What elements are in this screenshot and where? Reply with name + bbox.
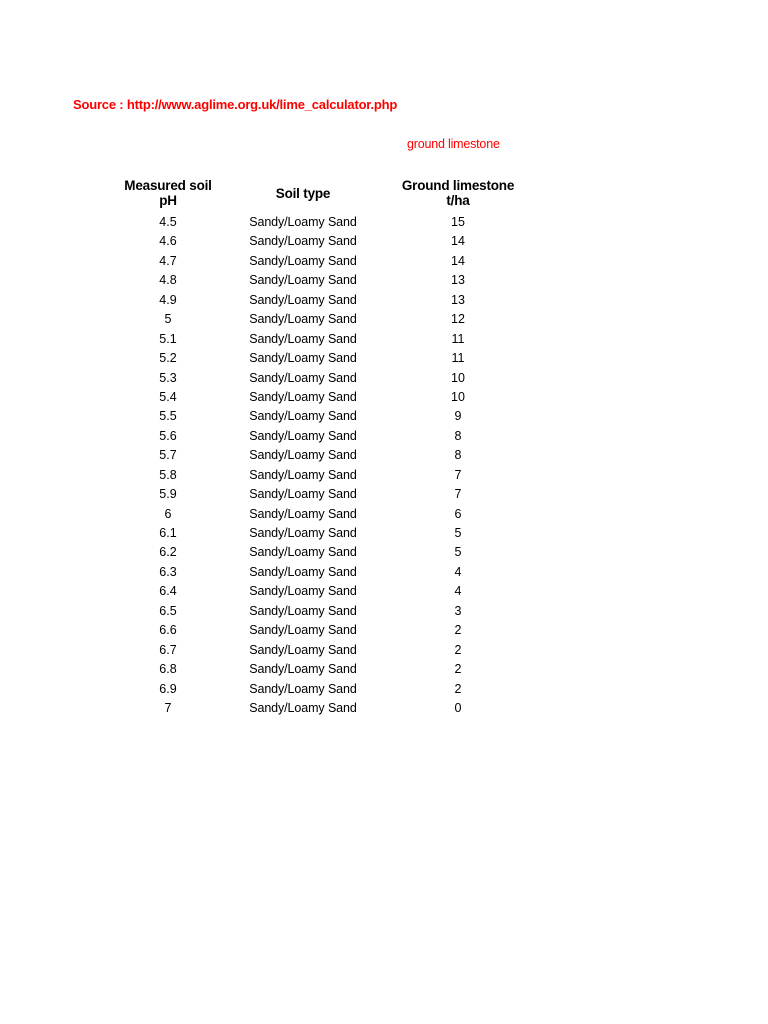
cell-ground-limestone: 13	[451, 292, 465, 307]
cell-ground-limestone: 10	[451, 370, 465, 385]
cell-ph: 5.1	[159, 331, 177, 346]
table-subtitle: ground limestone	[407, 137, 500, 151]
cell-ph: 5.9	[159, 487, 177, 502]
cell-ground-limestone: 4	[454, 584, 462, 599]
table-row	[0, 232, 768, 251]
cell-soil-type: Sandy/Loamy Sand	[249, 312, 357, 327]
table-row	[0, 349, 768, 368]
table-row	[0, 524, 768, 543]
table-row	[0, 680, 768, 699]
cell-ground-limestone: 6	[454, 506, 462, 521]
table-row	[0, 369, 768, 388]
header-soil-type: Soil type	[275, 186, 331, 201]
cell-ground-limestone: 8	[454, 428, 462, 443]
table-row	[0, 505, 768, 524]
table-row	[0, 330, 768, 349]
table-row	[0, 291, 768, 310]
table-row	[0, 213, 768, 232]
table-row	[0, 543, 768, 562]
cell-ph: 4.5	[159, 215, 177, 229]
header-ground-limestone	[388, 178, 528, 208]
cell-ground-limestone: 13	[451, 273, 465, 288]
cell-soil-type: Sandy/Loamy Sand	[249, 526, 357, 540]
cell-soil-type: Sandy/Loamy Sand	[249, 545, 357, 560]
cell-ground-limestone: 10	[451, 389, 465, 404]
cell-soil-type: Sandy/Loamy Sand	[249, 292, 357, 307]
cell-ph: 6.8	[159, 662, 177, 677]
cell-ground-limestone: 8	[454, 448, 462, 463]
table-row	[0, 252, 768, 271]
header-ph-line2: pH	[159, 193, 177, 208]
cell-ph: 7	[164, 700, 172, 715]
cell-ph: 4.6	[159, 234, 177, 249]
cell-ph: 5.6	[159, 428, 177, 443]
cell-ph: 6.7	[159, 642, 177, 657]
cell-ground-limestone: 15	[451, 215, 465, 229]
source-citation: Source : http://www.aglime.org.uk/lime_calculator.php	[73, 97, 398, 112]
cell-ground-limestone: 3	[454, 603, 462, 618]
table-row	[0, 641, 768, 660]
cell-ph: 4.9	[159, 292, 177, 307]
cell-soil-type: Sandy/Loamy Sand	[249, 623, 357, 638]
cell-soil-type: Sandy/Loamy Sand	[249, 331, 357, 346]
table-row	[0, 699, 768, 718]
cell-ground-limestone: 2	[454, 662, 462, 677]
cell-ground-limestone: 9	[454, 409, 462, 424]
cell-soil-type: Sandy/Loamy Sand	[249, 467, 357, 482]
cell-ph: 6.5	[159, 603, 177, 618]
cell-soil-type: Sandy/Loamy Sand	[249, 603, 357, 618]
cell-ph: 4.7	[159, 253, 177, 268]
cell-soil-type: Sandy/Loamy Sand	[249, 642, 357, 657]
table-row	[0, 388, 768, 407]
cell-ph: 5	[164, 312, 172, 327]
cell-ground-limestone: 4	[454, 564, 462, 579]
header-lime-line2: t/ha	[446, 193, 470, 208]
cell-soil-type: Sandy/Loamy Sand	[249, 351, 357, 366]
cell-soil-type: Sandy/Loamy Sand	[249, 253, 357, 268]
table-row	[0, 427, 768, 446]
table-row	[0, 271, 768, 290]
cell-ph: 5.3	[159, 370, 177, 385]
cell-ground-limestone: 14	[451, 234, 465, 249]
cell-soil-type: Sandy/Loamy Sand	[249, 370, 357, 385]
cell-ground-limestone: 7	[454, 467, 462, 482]
cell-soil-type: Sandy/Loamy Sand	[249, 681, 357, 696]
table-row	[0, 563, 768, 582]
cell-ph: 5.5	[159, 409, 177, 424]
cell-ground-limestone: 2	[454, 642, 462, 657]
cell-ph: 6.2	[159, 545, 177, 560]
cell-soil-type: Sandy/Loamy Sand	[249, 662, 357, 677]
cell-soil-type: Sandy/Loamy Sand	[249, 428, 357, 443]
cell-ground-limestone: 0	[454, 700, 462, 715]
cell-soil-type: Sandy/Loamy Sand	[249, 584, 357, 599]
cell-ph: 6.6	[159, 623, 177, 638]
cell-soil-type: Sandy/Loamy Sand	[249, 215, 357, 229]
cell-ground-limestone: 5	[454, 545, 462, 560]
table-row	[0, 310, 768, 329]
lime-table-body	[0, 213, 768, 718]
header-measured-soil-ph	[108, 178, 228, 208]
cell-ground-limestone: 11	[451, 351, 465, 366]
table-row	[0, 582, 768, 601]
cell-ground-limestone: 5	[454, 526, 462, 540]
cell-soil-type: Sandy/Loamy Sand	[249, 564, 357, 579]
table-row	[0, 602, 768, 621]
cell-ph: 6.9	[159, 681, 177, 696]
table-row	[0, 485, 768, 504]
cell-soil-type: Sandy/Loamy Sand	[249, 448, 357, 463]
cell-ph: 6.4	[159, 584, 177, 599]
cell-soil-type: Sandy/Loamy Sand	[249, 700, 357, 715]
cell-soil-type: Sandy/Loamy Sand	[249, 487, 357, 502]
header-ph-line1: Measured soil	[124, 178, 212, 193]
cell-ground-limestone: 7	[454, 487, 462, 502]
table-row	[0, 621, 768, 640]
cell-ph: 6.3	[159, 564, 177, 579]
header-lime-line1: Ground limestone	[401, 178, 515, 193]
cell-ph: 6.1	[159, 526, 177, 540]
cell-soil-type: Sandy/Loamy Sand	[249, 273, 357, 288]
cell-ph: 5.4	[159, 389, 177, 404]
cell-soil-type: Sandy/Loamy Sand	[249, 506, 357, 521]
cell-ground-limestone: 14	[451, 253, 465, 268]
cell-ground-limestone: 2	[454, 681, 462, 696]
cell-ph: 5.7	[159, 448, 177, 463]
cell-ph: 5.8	[159, 467, 177, 482]
cell-soil-type: Sandy/Loamy Sand	[249, 389, 357, 404]
table-row	[0, 466, 768, 485]
table-row	[0, 446, 768, 465]
cell-soil-type: Sandy/Loamy Sand	[249, 409, 357, 424]
cell-soil-type: Sandy/Loamy Sand	[249, 234, 357, 249]
table-row	[0, 407, 768, 426]
cell-ground-limestone: 11	[451, 331, 465, 346]
cell-ph: 4.8	[159, 273, 177, 288]
cell-ground-limestone: 2	[454, 623, 462, 638]
cell-ph: 5.2	[159, 351, 177, 366]
cell-ph: 6	[164, 506, 172, 521]
cell-ground-limestone: 12	[451, 312, 465, 327]
table-row	[0, 660, 768, 679]
